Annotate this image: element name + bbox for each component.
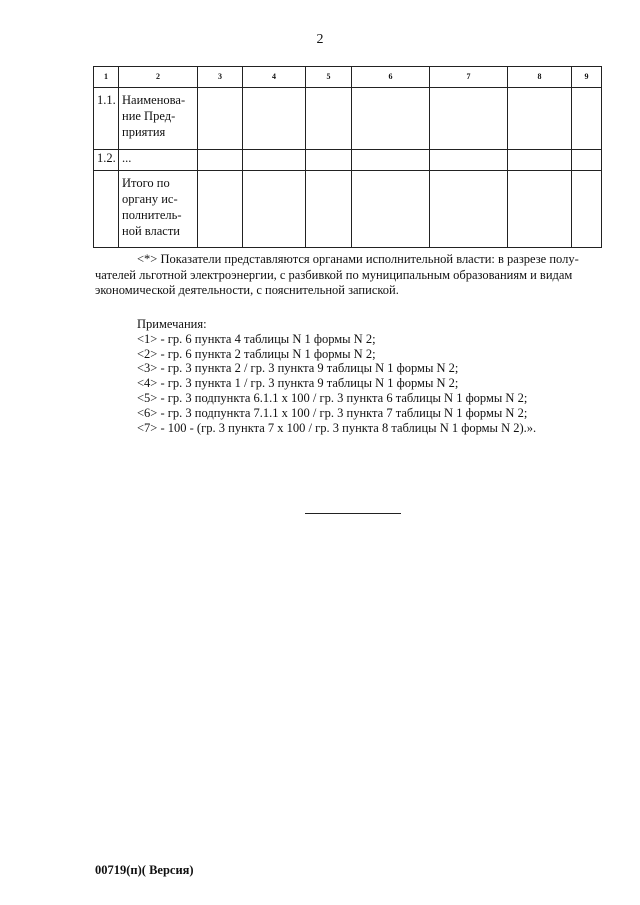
column-header: 2	[119, 67, 198, 88]
notes-section	[137, 317, 607, 435]
row-name	[119, 171, 198, 248]
column-header: 5	[306, 67, 352, 88]
row-number: 1.2.	[94, 150, 119, 171]
table-cell	[306, 171, 352, 248]
table-cell	[243, 171, 306, 248]
note-item: <4> - гр. 3 пункта 1 / гр. 3 пункта 9 таблицы N 1 формы N 2;	[137, 376, 459, 391]
table-cell	[572, 171, 602, 248]
table-cell	[243, 150, 306, 171]
row-name-line: ...	[122, 151, 132, 165]
row-name	[119, 150, 198, 171]
table-cell	[572, 88, 602, 150]
note-item: <2> - гр. 6 пункта 2 таблицы N 1 формы N 2;	[137, 346, 376, 361]
row-number: 1.1.	[94, 88, 119, 150]
footnote-line: экономической деятельности, с пояснительной запиской.	[95, 283, 399, 297]
note-item: <3> - гр. 3 пункта 2 / гр. 3 пункта 9 таблицы N 1 формы N 2;	[137, 361, 459, 376]
column-header: 6	[352, 67, 430, 88]
table-cell	[572, 150, 602, 171]
note-item: <5> - гр. 3 подпункта 6.1.1 x 100 / гр. 3 пункта 6 таблицы N 1 формы N 2;	[137, 390, 528, 405]
note-item: <1> - гр. 6 пункта 4 таблицы N 1 формы N 2;	[137, 331, 376, 346]
column-header: 3	[198, 67, 243, 88]
row-name-line: полнитель-	[122, 208, 182, 222]
column-header: 1	[94, 67, 119, 88]
table-cell	[352, 150, 430, 171]
note-item: <7> - 100 - (гр. 3 пункта 7 x 100 / гр. 3 пункта 8 таблицы N 1 формы N 2).».	[137, 420, 537, 435]
table-cell	[243, 88, 306, 150]
row-number	[94, 171, 119, 248]
notes-title: Примечания:	[137, 317, 207, 331]
table-row	[94, 88, 602, 150]
footnote-line: чателей льготной электроэнергии, с разбивкой по муниципальным образованиям и видам	[95, 267, 573, 282]
footnote	[95, 252, 603, 299]
column-header: 4	[243, 67, 306, 88]
table-cell	[198, 171, 243, 248]
table-cell	[352, 171, 430, 248]
row-name	[119, 88, 198, 150]
table-row	[94, 171, 602, 248]
table-cell	[430, 150, 508, 171]
document-code: 00719(п)( Версия)	[95, 863, 194, 877]
row-name-line: Наименова-	[122, 93, 186, 107]
separator-line	[305, 513, 401, 514]
table-cell	[508, 171, 572, 248]
column-header: 9	[572, 67, 602, 88]
table-cell	[198, 88, 243, 150]
page-number: 2	[316, 32, 324, 47]
table-row	[94, 150, 602, 171]
row-name-line: Итого по	[122, 176, 170, 190]
table-cell	[430, 88, 508, 150]
table-cell	[198, 150, 243, 171]
table-cell	[430, 171, 508, 248]
row-name-line: органу ис-	[122, 192, 178, 206]
column-header: 8	[508, 67, 572, 88]
table-cell	[306, 150, 352, 171]
data-table	[93, 66, 602, 248]
table-cell	[306, 88, 352, 150]
row-name-line: ние Пред-	[122, 109, 176, 123]
row-name-line: ной власти	[122, 224, 180, 238]
footnote-line: <*> Показатели представляются органами исполнительной власти: в разрезе полу-	[137, 252, 579, 266]
table-cell	[352, 88, 430, 150]
note-item: <6> - гр. 3 подпункта 7.1.1 x 100 / гр. 3 пункта 7 таблицы N 1 формы N 2;	[137, 405, 528, 420]
row-name-line: приятия	[122, 125, 166, 139]
column-header: 7	[430, 67, 508, 88]
table-cell	[508, 150, 572, 171]
table-header-row	[94, 67, 602, 88]
table-cell	[508, 88, 572, 150]
